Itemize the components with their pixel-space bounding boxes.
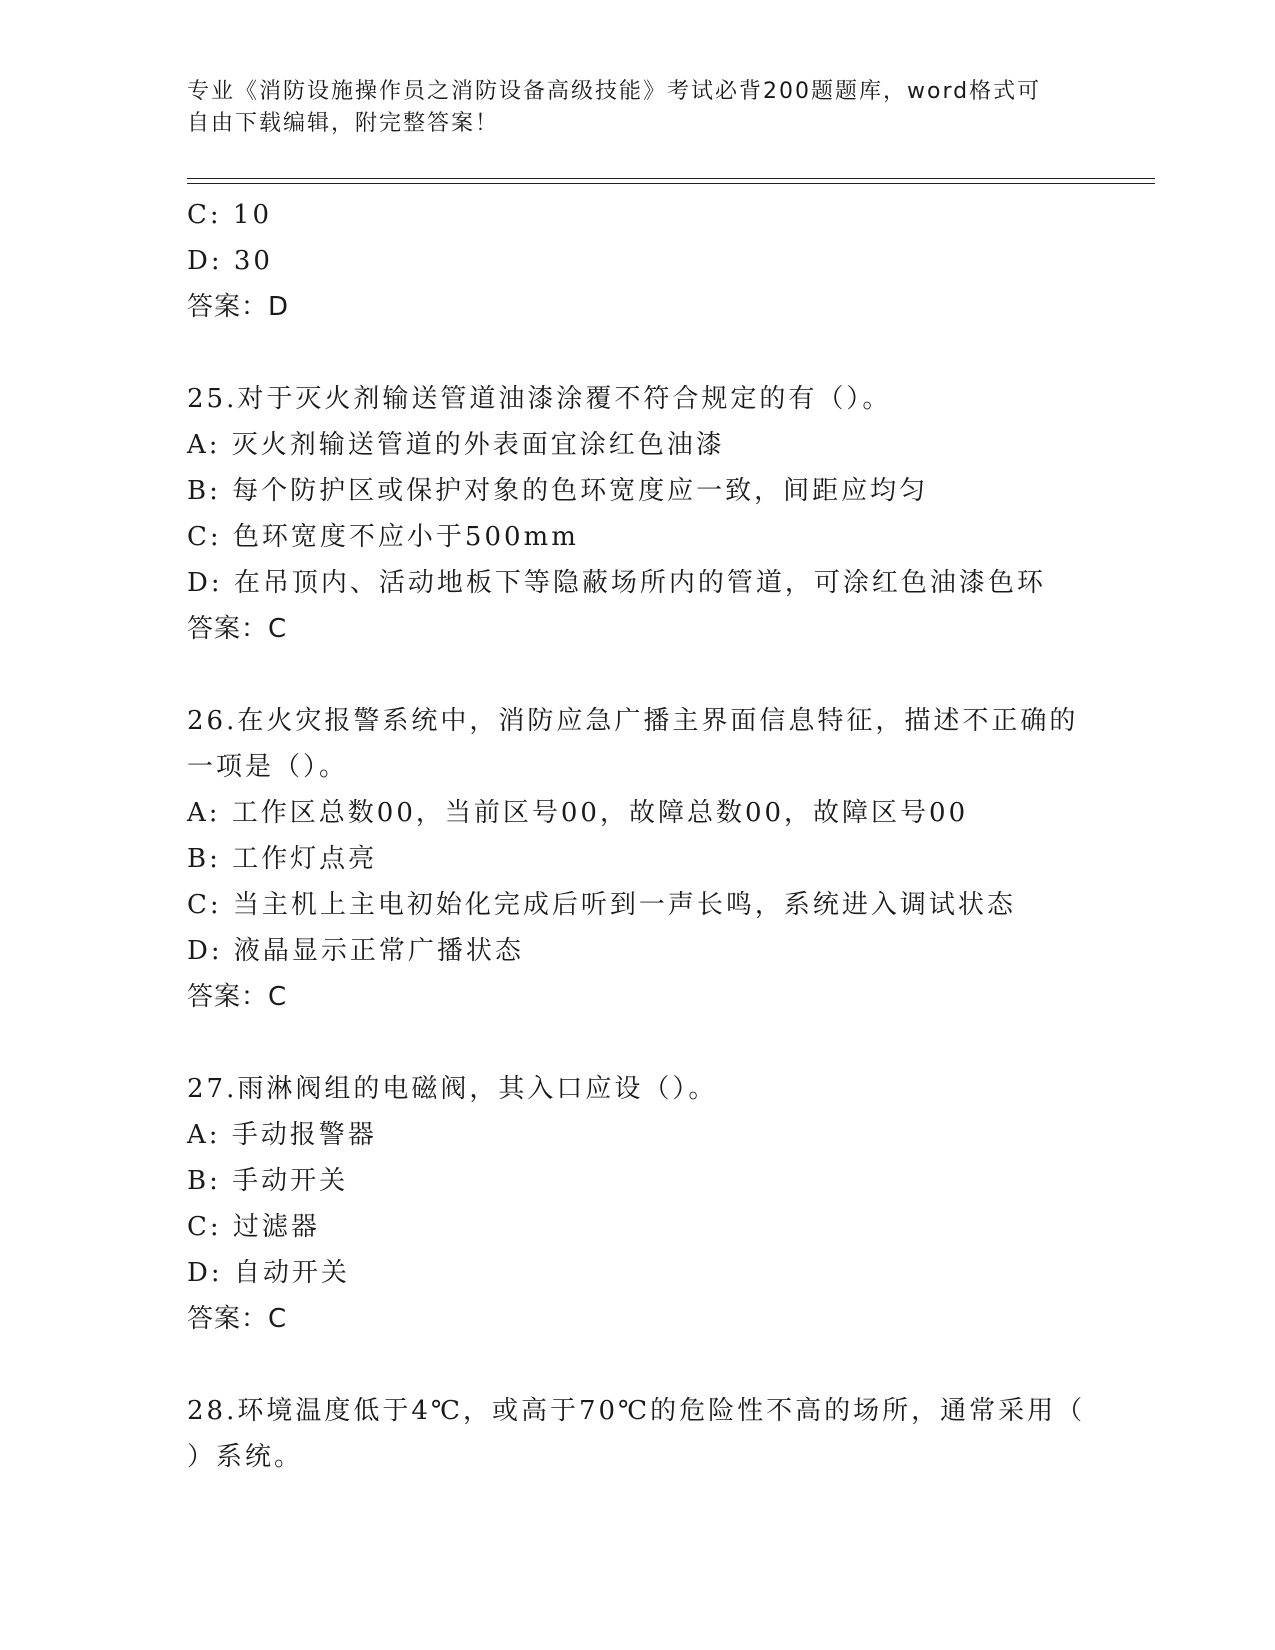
- option-a: A: 灭火剂输送管道的外表面宜涂红色油漆: [187, 430, 725, 460]
- document-header: [187, 76, 1087, 140]
- header-line-2: 自由下载编辑，附完整答案！: [187, 111, 500, 136]
- question-26: [187, 698, 1087, 1020]
- header-rule-top: [187, 178, 1155, 179]
- option-c: C: 过滤器: [187, 1212, 320, 1242]
- prev-option-c: C: 10: [187, 200, 273, 230]
- option-d: D: 在吊顶内、活动地板下等隐蔽场所内的管道，可涂红色油漆色环: [187, 568, 1046, 598]
- header-rule-bottom: [187, 183, 1155, 184]
- question-stem: 25.对于灭火剂输送管道油漆涂覆不符合规定的有（）。: [187, 384, 892, 414]
- question-stem: 27.雨淋阀组的电磁阀，其入口应设（）。: [187, 1074, 718, 1104]
- question-stem-line-1: 26.在火灾报警系统中，消防应急广播主界面信息特征，描述不正确的: [187, 706, 1079, 736]
- answer: 答案：C: [187, 982, 288, 1012]
- question-stem-line-1: 28.环境温度低于4℃，或高于70℃的危险性不高的场所，通常采用（: [187, 1396, 1086, 1426]
- question-28: [187, 1388, 1087, 1480]
- option-d: D: 液晶显示正常广播状态: [187, 936, 524, 966]
- question-stem-line-2: 一项是（）。: [187, 752, 349, 782]
- option-a: A: 工作区总数00，当前区号00，故障总数00，故障区号00: [187, 798, 969, 828]
- answer: 答案：C: [187, 614, 288, 644]
- option-d: D: 自动开关: [187, 1258, 350, 1288]
- option-b: B: 手动开关: [187, 1166, 349, 1196]
- header-line-1: 专业《消防设施操作员之消防设备高级技能》考试必背200题题库，word格式可: [187, 79, 1042, 104]
- question-stem-line-2: ）系统。: [187, 1442, 304, 1472]
- question-27: [187, 1066, 1087, 1342]
- option-b: B: 每个防护区或保护对象的色环宽度应一致，间距应均匀: [187, 476, 929, 506]
- question-25: [187, 376, 1087, 652]
- prev-answer: 答案：D: [187, 292, 290, 322]
- option-c: C: 当主机上主电初始化完成后听到一声长鸣，系统进入调试状态: [187, 890, 1016, 920]
- option-a: A: 手动报警器: [187, 1120, 377, 1150]
- answer: 答案：C: [187, 1304, 288, 1334]
- question-content: [187, 192, 1087, 1480]
- option-c: C: 色环宽度不应小于500mm: [187, 522, 579, 552]
- prev-option-d: D: 30: [187, 246, 273, 276]
- option-b: B: 工作灯点亮: [187, 844, 378, 874]
